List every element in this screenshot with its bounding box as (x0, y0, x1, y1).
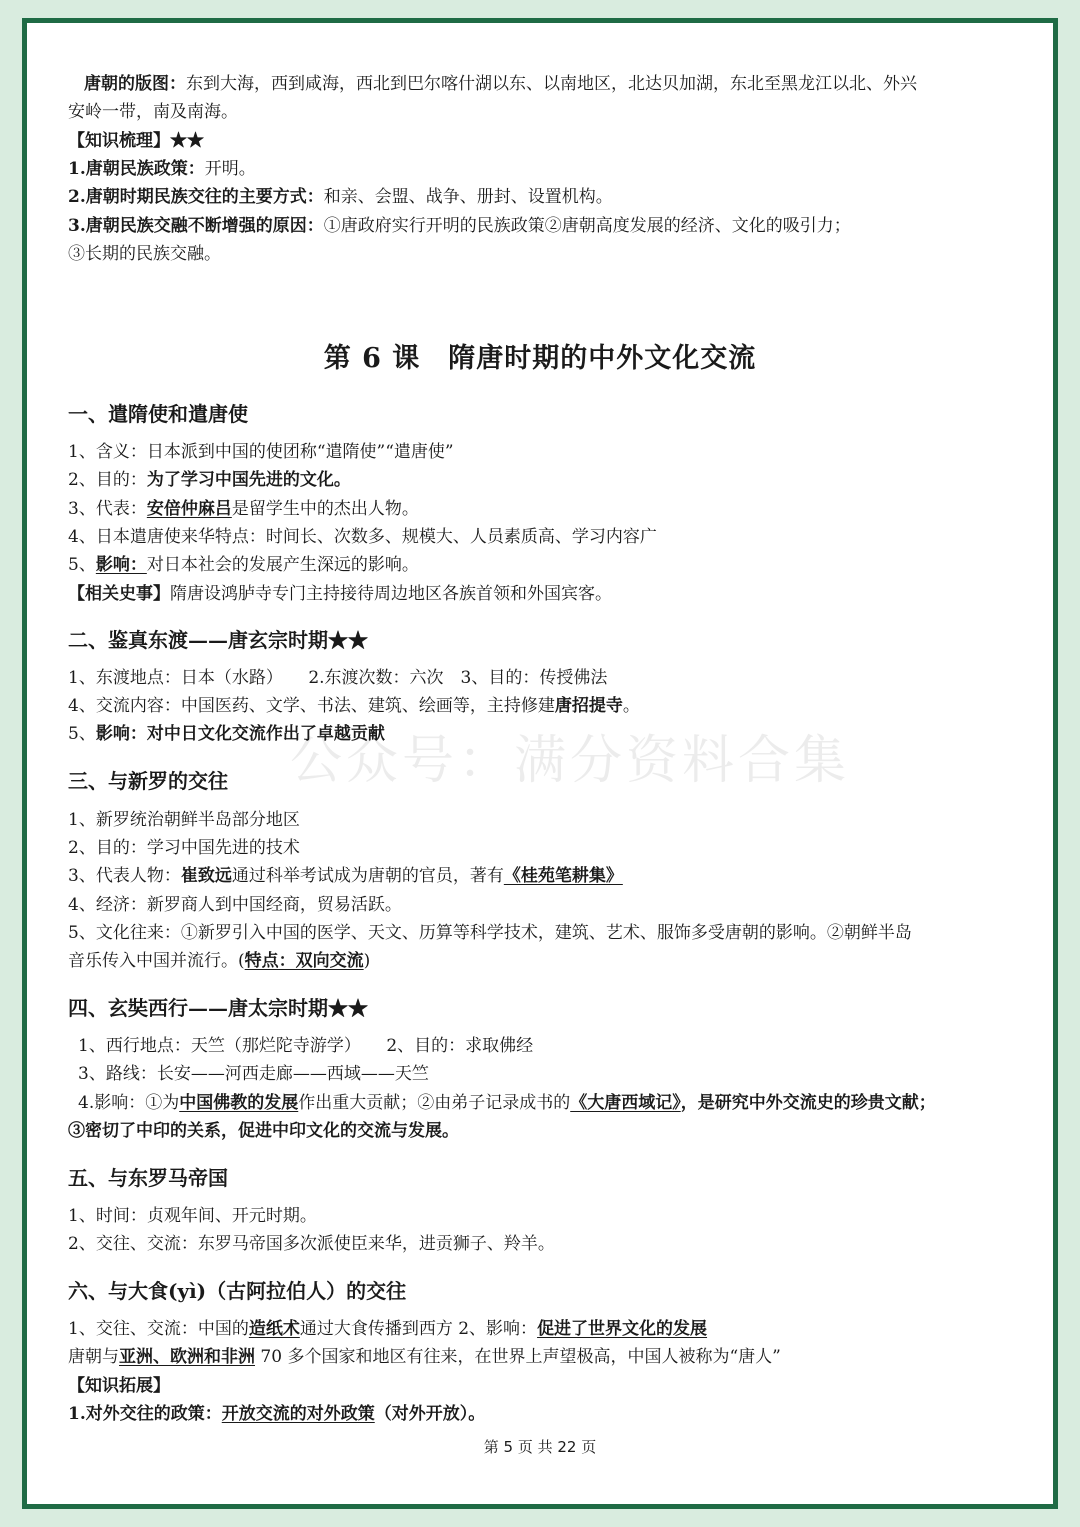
s3-line-1: 1、新罗统治朝鲜半岛部分地区 (68, 810, 300, 830)
s1-rep-text: 是留学生中的杰出人物。 (231, 499, 419, 519)
s3-rep-text: 通过科举考试成为唐朝的官员，著有 (231, 866, 504, 886)
s4-book: 《大唐西域记》 (570, 1093, 681, 1113)
territory-line (84, 72, 917, 96)
s3-economy: 4、经济：新罗商人到中国经商，贸易活跃。 (68, 895, 402, 915)
territory-line-2: 安岭一带，南及南海。 (68, 102, 238, 122)
s3-feature: 特点：双向交流 (244, 951, 364, 971)
s1-purpose-text: 为了学习中国先进的文化。 (146, 470, 351, 490)
s1-rep-name: 安倍仲麻吕 (146, 499, 232, 519)
s3-representative (68, 864, 623, 888)
watermark: 公众号：满分资料合集 (290, 731, 851, 791)
knowledge-review-heading: 【知识梳理】★★ (68, 131, 204, 151)
s5-time: 1、时间：贞观年间、开元时期。 (68, 1206, 317, 1226)
s3-culture-2 (68, 949, 370, 973)
s1-representative (68, 497, 419, 521)
s1-related-label: 【相关史事】 (68, 584, 170, 604)
policy-label: 1.唐朝民族政策： (68, 159, 205, 179)
reasons-line (68, 214, 851, 238)
s1-related-text: 隋唐设鸿胪寺专门主持接待周边地区各族首领和外国宾客。 (170, 584, 612, 604)
s5-exchange: 2、交往、交流：东罗马帝国多次派使臣来华，进贡狮子、羚羊。 (68, 1234, 555, 1254)
s3-paren: ) (363, 951, 371, 971)
s1-influence-num: 5、 (68, 555, 96, 575)
section-5-heading: 五、与东罗马帝国 (68, 1166, 228, 1190)
s1-purpose (68, 468, 351, 492)
s6-policy-paren: （对外开放）。 (374, 1404, 486, 1424)
knowledge-extension-heading: 【知识拓展】 (68, 1376, 170, 1396)
s4-text: 作出重大贡献；②由弟子记录成书的 (298, 1093, 571, 1113)
s1-related-history (68, 582, 612, 606)
s4-influence-label: 4.影响：①为 (78, 1093, 180, 1113)
s4-influence-2: ③密切了中印的关系，促进中印文化的交流与发展。 (68, 1121, 459, 1141)
section-1-heading: 一、遣隋使和遣唐使 (68, 402, 248, 426)
s3-culture-2-text: 音乐传入中国并流行。( (68, 951, 245, 971)
s6-tang-text-2: 70 多个国家和地区有往来，在世界上声望极高，中国人被称为“唐人” (255, 1347, 781, 1367)
s3-line-2: 2、目的：学习中国先进的技术 (68, 838, 300, 858)
exchange-methods-line (68, 185, 613, 209)
s6-policy-label: 1.对外交往的政策： (68, 1404, 222, 1424)
s3-rep-name: 崔致远 (180, 866, 232, 886)
s2-influence-text: 影响：对中日文化交流作出了卓越贡献 (95, 724, 385, 744)
territory-label: 唐朝的版图： (84, 74, 186, 94)
s1-features: 4、日本遣唐使来华特点：时间长、次数多、规模大、人员素质高、学习内容广 (68, 527, 657, 547)
section-2-heading: 二、鉴真东渡——唐玄宗时期★★ (68, 628, 368, 652)
s6-tang-text: 唐朝与 (68, 1347, 119, 1367)
s3-rep-label: 3、代表人物： (68, 866, 181, 886)
reasons-label: 3.唐朝民族交融不断增强的原因： (68, 216, 324, 236)
s1-influence-label: 影响： (95, 555, 147, 575)
s6-papermaking: 造纸术 (248, 1319, 300, 1339)
s6-continents: 亚洲、欧洲和非洲 (119, 1347, 255, 1367)
s2-line-1: 1、东渡地点：日本（水路） 2.东渡次数：六次 3、目的：传授佛法 (68, 668, 608, 688)
s6-policy-text: 开放交流的对外政策 (221, 1404, 375, 1424)
policy-text: 开明。 (204, 159, 256, 179)
s1-influence-text: 对日本社会的发展产生深远的影响。 (146, 555, 419, 575)
section-4-heading: 四、玄奘西行——唐太宗时期★★ (68, 996, 368, 1020)
page-number: 第 5 页 共 22 页 (483, 1438, 597, 1456)
s2-period: 。 (622, 696, 640, 716)
s2-temple: 唐招提寺 (554, 696, 623, 716)
s3-culture: 5、文化往来：①新罗引入中国的医学、天文、历算等科学技术，建筑、艺术、服饰多受唐朝的影响。②朝鲜半岛 (68, 923, 912, 943)
exchange-methods-label: 2.唐朝时期民族交往的主要方式： (68, 187, 324, 207)
s4-influence (78, 1091, 936, 1115)
s2-influence (68, 722, 385, 746)
s6-influence: 促进了世界文化的发展 (537, 1319, 708, 1339)
section-6-heading: 六、与大食(yì)（古阿拉伯人）的交往 (68, 1279, 407, 1303)
s6-exchange-text-2: 通过大食传播到西方 2、影响： (299, 1319, 538, 1339)
s4-line-1: 1、西行地点：天竺（那烂陀寺游学） 2、目的：求取佛经 (78, 1036, 534, 1056)
section-3-heading: 三、与新罗的交往 (68, 769, 228, 793)
s1-purpose-label: 2、目的： (68, 470, 147, 490)
s4-text-2: ，是研究中外交流史的珍贵文献； (680, 1093, 936, 1113)
territory-text: 东到大海，西到咸海，西北到巴尔喀什湖以东、以南地区，北达贝加湖，东北至黑龙江以北、外兴 (186, 74, 917, 94)
s6-exchange (68, 1317, 707, 1341)
policy-line (68, 157, 256, 181)
s6-policy (68, 1402, 485, 1426)
s2-content-text: 4、交流内容：中国医药、文学、书法、建筑、绘画等，主持修建 (68, 696, 555, 716)
lesson-title: 第 6 课 隋唐时期的中外文化交流 (323, 343, 757, 374)
reasons-text: ①唐政府实行开明的民族政策②唐朝高度发展的经济、文化的吸引力； (323, 216, 851, 236)
exchange-methods-text: 和亲、会盟、战争、册封、设置机构。 (323, 187, 613, 207)
s6-tang-people (68, 1345, 781, 1369)
s1-rep-label: 3、代表： (68, 499, 147, 519)
s2-content (68, 694, 640, 718)
s4-route: 3、路线：长安——河西走廊——西域——天竺 (78, 1064, 429, 1084)
reasons-line-2: ③长期的民族交融。 (68, 244, 221, 264)
s3-book: 《桂苑笔耕集》 (503, 866, 623, 886)
s6-exchange-text: 1、交往、交流：中国的 (68, 1319, 249, 1339)
s4-buddhism: 中国佛教的发展 (179, 1093, 299, 1113)
s1-meaning: 1、含义：日本派到中国的使团称“遣隋使”“遣唐使” (68, 442, 454, 462)
s2-influence-num: 5、 (68, 724, 96, 744)
s1-influence (68, 553, 419, 577)
